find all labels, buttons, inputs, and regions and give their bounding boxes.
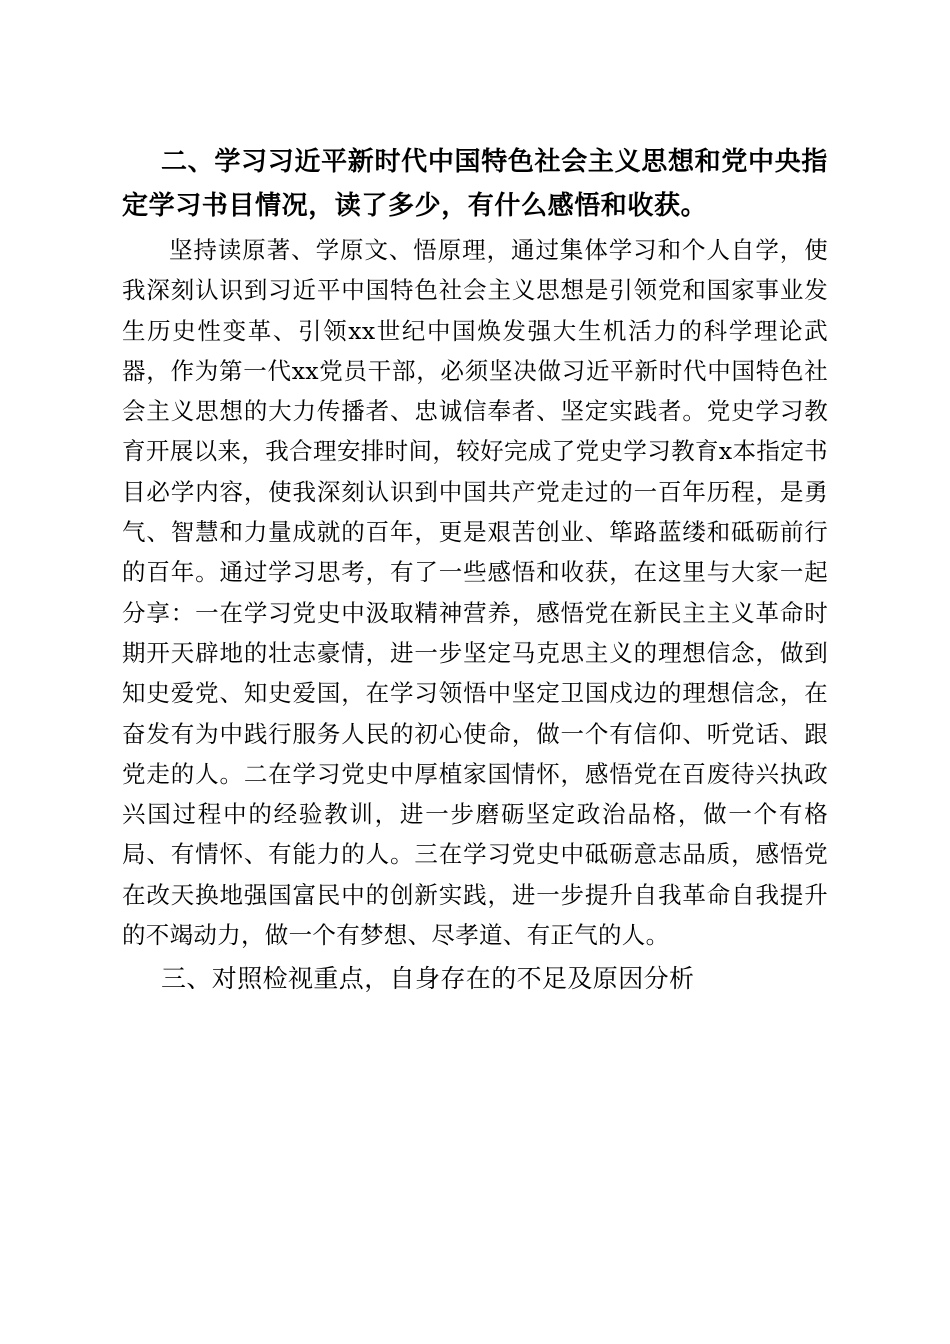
section-2-heading: 二、学习习近平新时代中国特色社会主义思想和党中央指定学习书目情况，读了多少，有什么感悟和收获。 bbox=[122, 147, 828, 221]
section-2-body: 坚持读原著、学原文、悟原理，通过集体学习和个人自学，使我深刻认识到习近平中国特色社会主义思想是引领党和国家事业发生历史性变革、引领xx世纪中国焕发强大生机活力的科学理论武器，作为第一代xx党员干部，必须坚决做习近平新时代中国特色社会主义思想的大力传播者、忠诚信奉者、坚定实践者。党史学习教育开展以来，我合理安排时间，较好完成了党史学习教育x本指定书目必学内容，使我深刻认识到中国共产党走过的一百年历程，是勇气、智慧和力量成就的百年，更是艰苦创业、筚路蓝缕和砥砺前行的百年。通过学习思考，有了一些感悟和收获，在这里与大家一起分享：一在学习党史中汲取精神营养，感悟党在新民主主义革命时期开天辟地的壮志豪情，进一步坚定马克思主义的理想信念，做到知史爱党、知史爱国，在学习领悟中坚定卫国戍边的理想信念，在奋发有为中践行服务人民的初心使命，做一个有信仰、听党话、跟党走的人。二在学习党史中厚植家国情怀，感悟党在百废待兴执政兴国过程中的经验教训，进一步磨砺坚定政治品格，做一个有格局、有情怀、有能力的人。三在学习党史中砥砺意志品质，感悟党在改天换地强国富民中的创新实践，进一步提升自我革命自我提升的不竭动力，做一个有梦想、尽孝道、有正气的人。 bbox=[122, 236, 828, 950]
document-content bbox=[122, 140, 828, 1001]
section-3-heading: 三、对照检视重点，自身存在的不足及原因分析 bbox=[161, 964, 695, 994]
